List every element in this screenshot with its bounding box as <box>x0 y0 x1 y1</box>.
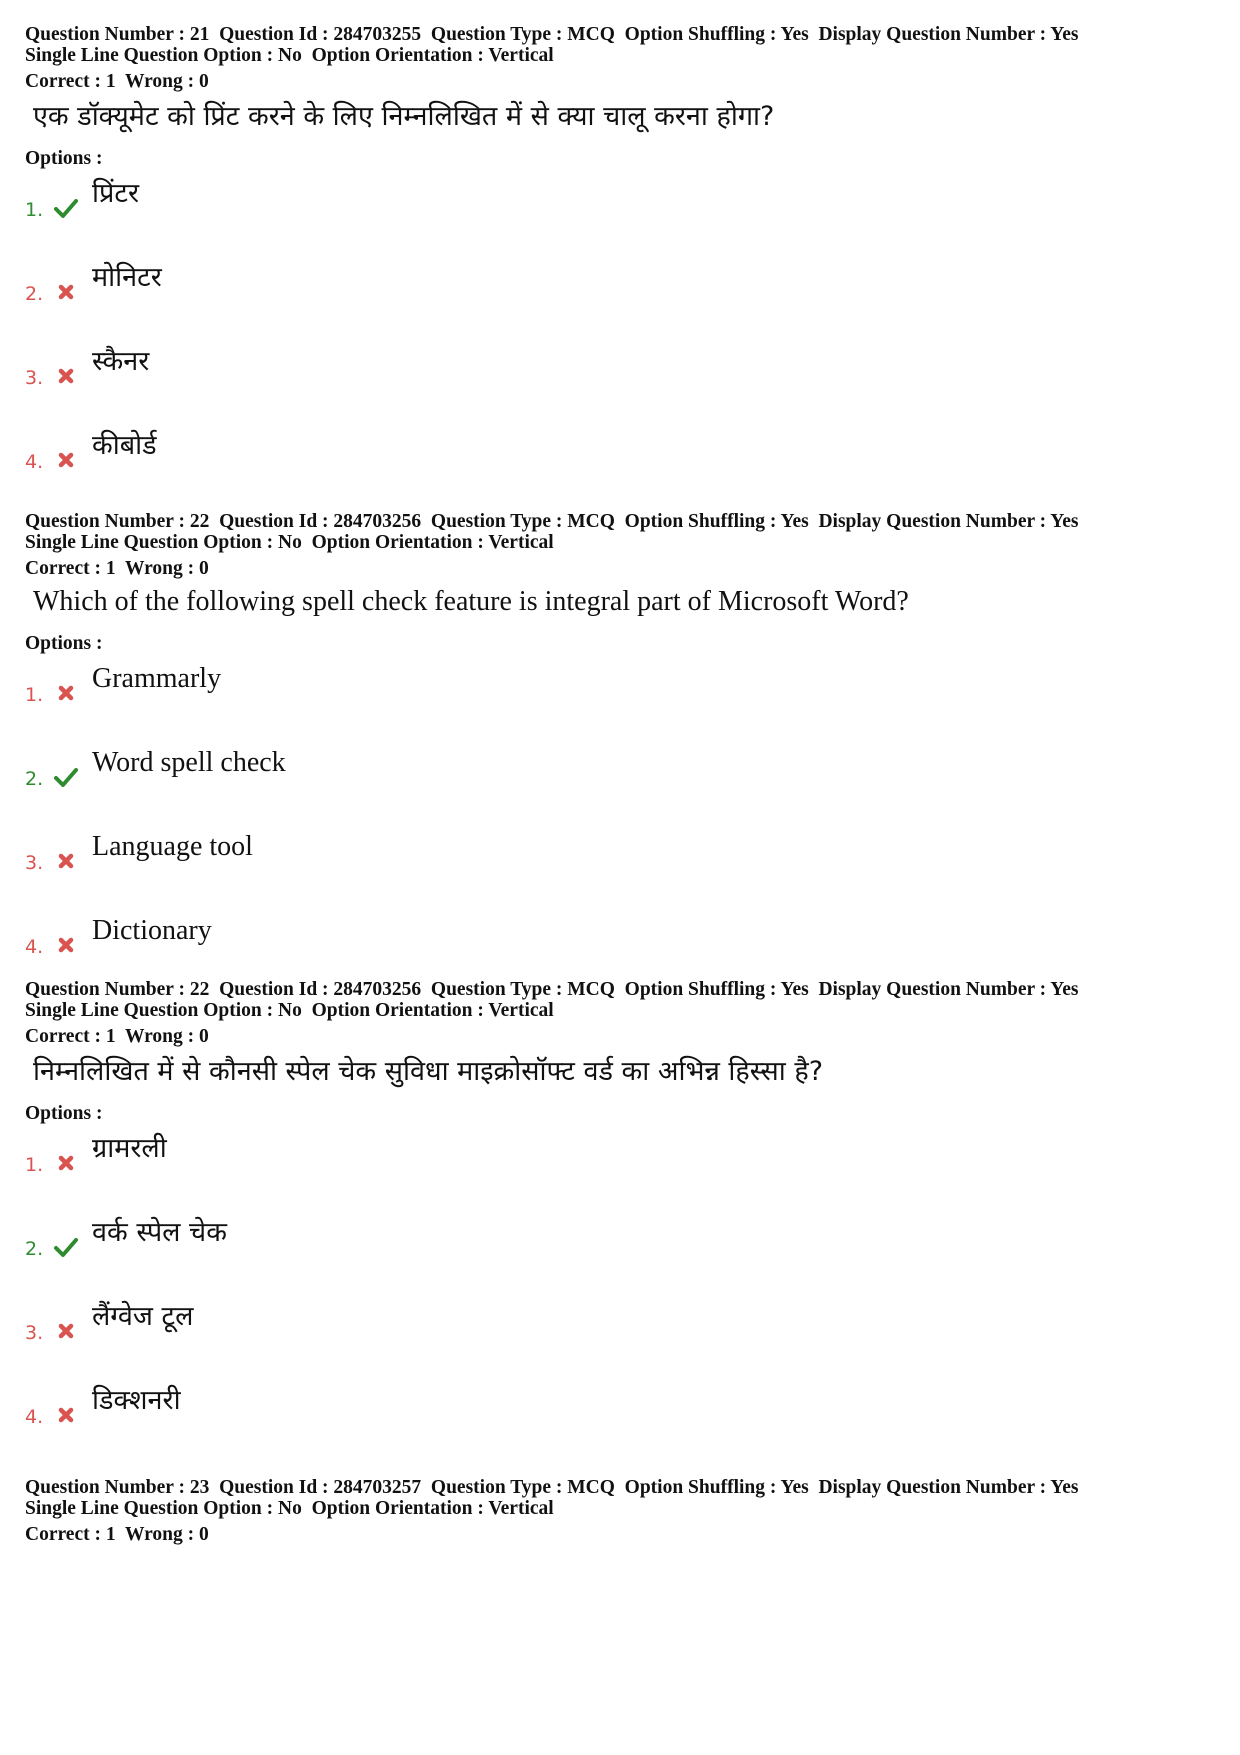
option-item <box>25 826 1215 910</box>
check-icon <box>53 1234 79 1260</box>
question-block-23 <box>25 1477 1215 1545</box>
cross-icon <box>53 1402 79 1428</box>
option-item <box>25 173 1215 257</box>
option-number: 1. <box>25 1154 44 1176</box>
option-item <box>25 1128 1215 1212</box>
question-meta-line2: Single Line Question Option : No Option Orientation : Vertical <box>25 1000 554 1021</box>
option-item <box>25 742 1215 826</box>
option-item <box>25 341 1215 425</box>
option-text: लैंग्वेज टूल <box>92 1301 194 1332</box>
question-block-22-hindi <box>25 979 1215 1464</box>
cross-icon <box>53 848 79 874</box>
cross-icon <box>53 1318 79 1344</box>
question-text: Which of the following spell check feature is integral part of Microsoft Word? <box>33 586 909 617</box>
option-text: कीबोर्ड <box>92 430 157 461</box>
option-number: 2. <box>25 768 44 790</box>
option-text: मोनिटर <box>92 262 162 293</box>
option-number: 2. <box>25 1238 44 1260</box>
question-meta-line1: Question Number : 23 Question Id : 284703257 Question Type : MCQ Option Shuffling : Yes Display Question Number : Yes <box>25 1477 1079 1498</box>
option-number: 2. <box>25 283 44 305</box>
option-number: 4. <box>25 451 44 473</box>
check-icon <box>53 764 79 790</box>
option-text: डिक्शनरी <box>92 1385 181 1416</box>
option-text: Language tool <box>92 831 253 862</box>
question-marks: Correct : 1 Wrong : 0 <box>25 1026 209 1047</box>
option-item <box>25 425 1215 509</box>
cross-icon <box>53 279 79 305</box>
question-block-22-english <box>25 511 1215 994</box>
options-label: Options : <box>25 633 103 654</box>
question-meta-line1: Question Number : 22 Question Id : 284703256 Question Type : MCQ Option Shuffling : Yes Display Question Number : Yes <box>25 979 1079 1000</box>
cross-icon <box>53 447 79 473</box>
options-label: Options : <box>25 1103 103 1124</box>
question-text: एक डॉक्यूमेट को प्रिंट करने के लिए निम्नलिखित में से क्या चालू करना होगा? <box>33 101 775 132</box>
option-number: 3. <box>25 367 44 389</box>
option-text: Grammarly <box>92 663 222 694</box>
cross-icon <box>53 932 79 958</box>
option-number: 4. <box>25 1406 44 1428</box>
option-number: 1. <box>25 684 44 706</box>
question-text: निम्नलिखित में से कौनसी स्पेल चेक सुविधा माइक्रोसॉफ्ट वर्ड का अभिन्न हिस्सा है? <box>33 1056 824 1087</box>
options-list <box>25 173 1215 509</box>
question-meta-line1: Question Number : 21 Question Id : 284703255 Question Type : MCQ Option Shuffling : Yes Display Question Number : Yes <box>25 24 1079 45</box>
options-list <box>25 1128 1215 1464</box>
cross-icon <box>53 363 79 389</box>
option-number: 3. <box>25 852 44 874</box>
option-text: ग्रामरली <box>92 1133 167 1164</box>
option-item <box>25 1296 1215 1380</box>
option-item <box>25 1380 1215 1464</box>
question-block-21 <box>25 24 1215 509</box>
cross-icon <box>53 1150 79 1176</box>
option-item <box>25 257 1215 341</box>
option-number: 1. <box>25 199 44 221</box>
question-marks: Correct : 1 Wrong : 0 <box>25 558 209 579</box>
question-meta-line2: Single Line Question Option : No Option Orientation : Vertical <box>25 532 554 553</box>
question-marks: Correct : 1 Wrong : 0 <box>25 1524 209 1545</box>
question-marks: Correct : 1 Wrong : 0 <box>25 71 209 92</box>
question-meta-line2: Single Line Question Option : No Option Orientation : Vertical <box>25 1498 554 1519</box>
question-meta-line2: Single Line Question Option : No Option Orientation : Vertical <box>25 45 554 66</box>
check-icon <box>53 195 79 221</box>
options-list <box>25 658 1215 994</box>
option-number: 4. <box>25 936 44 958</box>
option-text: Dictionary <box>92 915 212 946</box>
option-text: प्रिंटर <box>92 178 140 209</box>
option-text: स्कैनर <box>92 346 150 377</box>
option-text: वर्क स्पेल चेक <box>92 1217 227 1248</box>
option-item <box>25 658 1215 742</box>
option-item <box>25 1212 1215 1296</box>
option-text: Word spell check <box>92 747 286 778</box>
option-number: 3. <box>25 1322 44 1344</box>
cross-icon <box>53 680 79 706</box>
options-label: Options : <box>25 148 103 169</box>
question-meta-line1: Question Number : 22 Question Id : 284703256 Question Type : MCQ Option Shuffling : Yes Display Question Number : Yes <box>25 511 1079 532</box>
